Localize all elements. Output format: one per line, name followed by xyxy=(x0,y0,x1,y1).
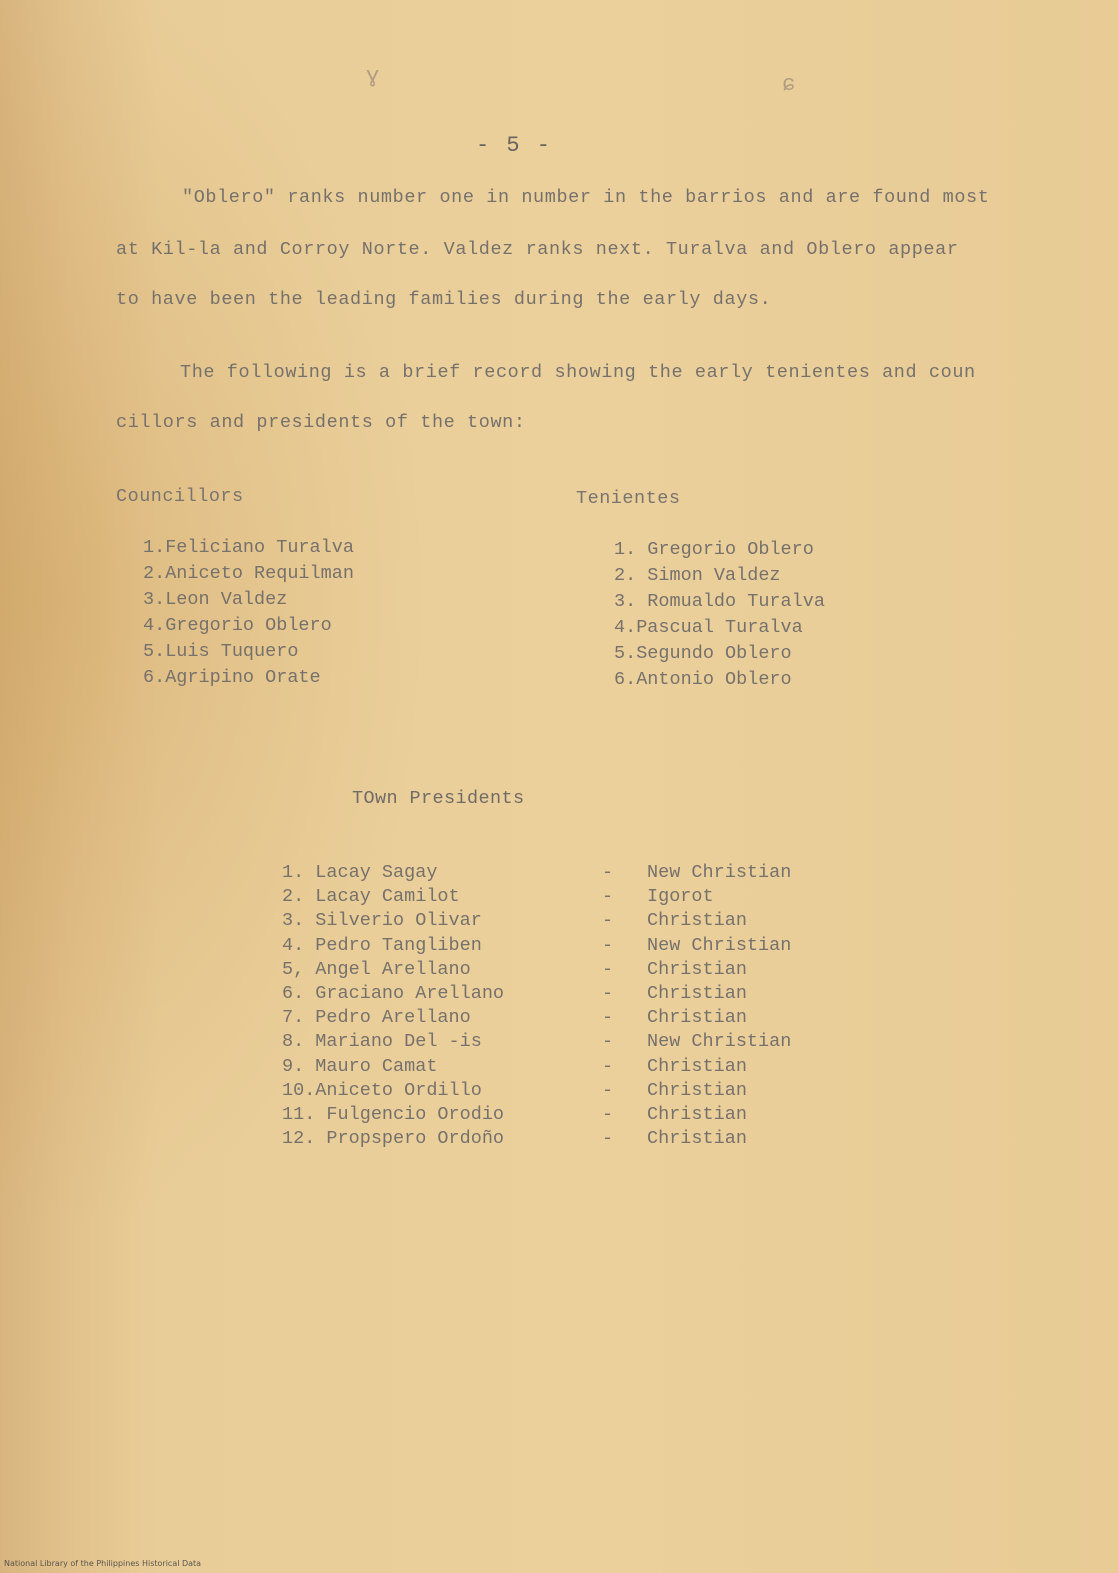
president-religion: Christian xyxy=(647,1055,747,1077)
president-name: 3. Silverio Olivar xyxy=(282,910,482,932)
president-name: 1. Lacay Sagay xyxy=(282,862,438,883)
list-item: 1. Gregorio Oblero xyxy=(614,539,814,560)
president-religion: Christian xyxy=(647,910,747,932)
president-religion: Christian xyxy=(647,982,747,1004)
list-item: 3. Romualdo Turalva xyxy=(614,591,825,612)
separator-dash: - xyxy=(602,910,614,932)
president-name: 10.Aniceto Ordillo xyxy=(282,1079,482,1101)
paragraph-1-line-3: to have been the leading families during the early days. xyxy=(116,289,772,310)
list-item: 5.Luis Tuquero xyxy=(143,641,299,662)
president-religion: Christian xyxy=(647,1007,747,1029)
paragraph-2-line-1: The following is a brief record showing the early tenientes and coun xyxy=(180,362,976,383)
separator-dash: - xyxy=(602,958,614,980)
president-name: 7. Pedro Arellano xyxy=(282,1007,471,1029)
president-religion: Christian xyxy=(647,958,747,980)
paragraph-1-line-2: at Kil-la and Corroy Norte. Valdez ranks next. Turalva and Oblero appear xyxy=(116,239,959,260)
paragraph-1-line-1: "Oblero" ranks number one in number in the barrios and are found most xyxy=(182,187,990,208)
tenientes-heading: Tenientes xyxy=(576,488,681,509)
president-religion: Igorot xyxy=(647,886,714,908)
list-item: 6.Antonio Oblero xyxy=(614,669,792,690)
list-item: 3.Leon Valdez xyxy=(143,589,288,610)
president-name: 12. Propspero Ordoño xyxy=(282,1128,505,1150)
president-name: 11. Fulgencio Orodio xyxy=(282,1103,505,1125)
ink-mark-left: ɣ xyxy=(366,64,380,89)
list-item: 5.Segundo Oblero xyxy=(614,643,792,664)
separator-dash: - xyxy=(602,1055,614,1077)
list-item: 4.Gregorio Oblero xyxy=(143,615,332,636)
separator-dash: - xyxy=(602,886,614,908)
separator-dash: - xyxy=(602,1007,614,1029)
page-number: - 5 - xyxy=(476,133,553,158)
president-name: 5, Angel Arellano xyxy=(282,958,471,980)
list-item: 2.Aniceto Requilman xyxy=(143,563,354,584)
separator-dash: - xyxy=(602,1128,614,1150)
separator-dash: - xyxy=(602,1079,614,1101)
separator-dash: - xyxy=(602,1103,614,1125)
separator-dash: - xyxy=(602,1031,614,1053)
ink-mark-right: ɕ xyxy=(782,72,796,97)
separator-dash: - xyxy=(602,982,614,1004)
list-item: 4.Pascual Turalva xyxy=(614,617,803,638)
president-name: 2. Lacay Camilot xyxy=(282,886,460,908)
president-religion: New Christian xyxy=(647,862,792,883)
president-religion: New Christian xyxy=(647,1031,792,1053)
list-item: 6.Agripino Orate xyxy=(143,667,321,688)
councillors-list xyxy=(143,535,354,691)
town-presidents-heading: TOwn Presidents xyxy=(352,788,525,809)
councillors-heading: Councillors xyxy=(116,486,244,507)
president-name: 6. Graciano Arellano xyxy=(282,982,505,1004)
president-religion: Christian xyxy=(647,1128,747,1150)
president-name: 8. Mariano Del -is xyxy=(282,1031,482,1053)
separator-dash: - xyxy=(602,934,614,956)
list-item: 1.Feliciano Turalva xyxy=(143,537,354,558)
footer-caption: National Library of the Philippines Historical Data xyxy=(4,1559,202,1568)
paragraph-2-line-2: cillors and presidents of the town: xyxy=(116,412,526,433)
president-name: 4. Pedro Tangliben xyxy=(282,934,482,956)
separator-dash: - xyxy=(602,862,614,883)
president-religion: Christian xyxy=(647,1103,747,1125)
president-religion: New Christian xyxy=(647,934,792,956)
tenientes-list xyxy=(614,537,825,693)
president-name: 9. Mauro Camat xyxy=(282,1055,438,1077)
president-religion: Christian xyxy=(647,1079,747,1101)
list-item: 2. Simon Valdez xyxy=(614,565,781,586)
